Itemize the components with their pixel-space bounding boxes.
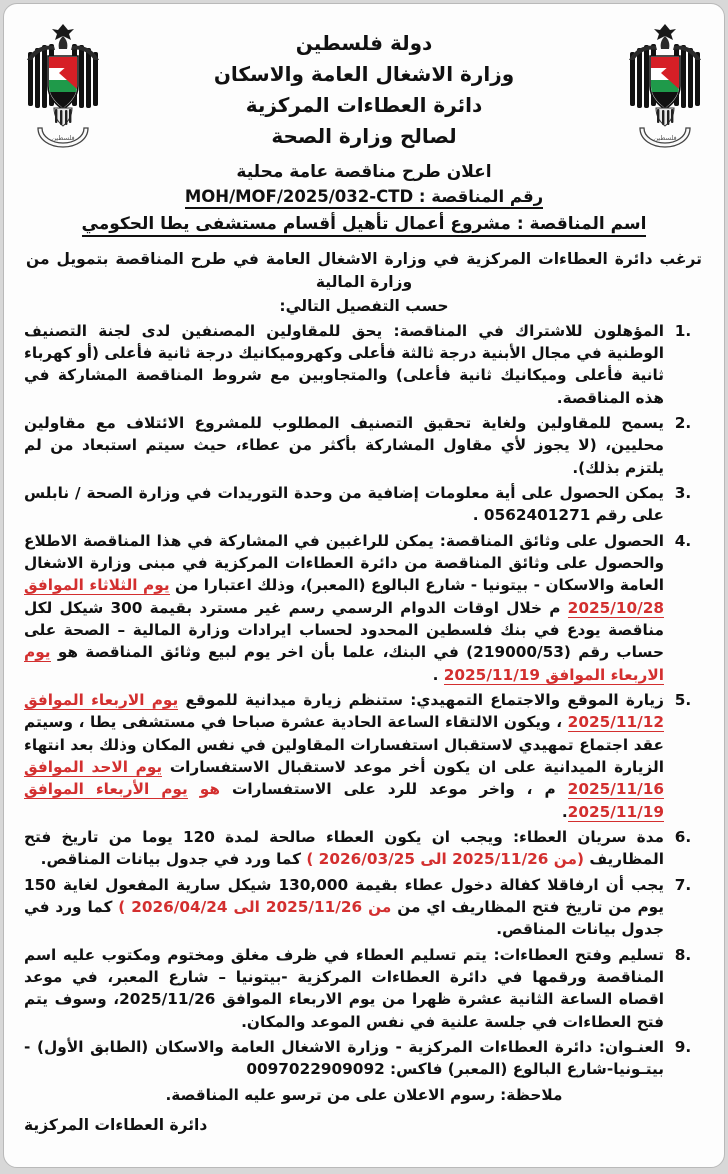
svg-text:فلسطين: فلسطين (653, 134, 677, 142)
list-item-9 (24, 1036, 704, 1081)
item-4-text-part-2: م خلال اوقات الدوام الرسمي رسم غير مسترد بقيمة 300 شيكل لكل مناقصة يودع في بنك فلسطين المحدود لحساب ايرادات وزارة المالية – الصحة على حساب رقم (219000/53) في البنك، علما بأن اخر يوم لبيع وثائق المناقصة هو (24, 598, 664, 662)
item-9-text: العنـوان: دائرة العطاءات المركزية - وزارة الاشغال العامة والاسكان (الطابق الأول) - بيتـونيا-شارع البالوع (المعبر) فاكس: 0097022909092 (24, 1037, 664, 1079)
item-4-text-part-1: الحصول على وثائق المناقصة: يمكن للراغبين في المشاركة في هذا المناقصة الاطلاع والحصول على وثائق المناقصة من دائرة العطاءات المركزية في مبنى وزارة الاشغال العامة والاسكان - بيتونيا - شارع البالوع (المعبر)، وذلك اعتبارا من (24, 531, 664, 595)
item-7-text-part-2: كما ورد في جدول بيانات المناقص. (24, 897, 664, 939)
tender-name-line: اسم المناقصة : مشروع أعمال تأهيل أقسام مستشفى يطا الحكومي (82, 214, 647, 237)
item-1-text: المؤهلون للاشتراك في المناقصة: يحق للمقاولين المصنفين لدى لجنة التصنيف الوطنية في مجال الأبنية درجة ثالثة فأعلى وكهروميكانيك درجة ثانية فأعلى (أو كهرباء ثانية فأعلى وميكانيك ثانية فأعلى) والمتجاوبين مع شروط المناقصة المشاركة في هذه المناقصة. (24, 321, 664, 407)
tender-conditions-list (24, 320, 704, 1081)
item-5-emphasis: هو (199, 780, 220, 799)
item-7-bond-range: من 2025/11/26 الى 2026/04/24 ) (118, 897, 392, 916)
tender-announcement-page (3, 3, 725, 1168)
list-item-7 (24, 874, 704, 941)
announcement-note: ملاحظة: رسوم الاعلان على من ترسو عليه المناقصة. (165, 1085, 563, 1104)
header-title-line-4: لصالح وزارة الصحة (271, 124, 457, 148)
intro-paragraph (26, 248, 702, 318)
list-item-6 (24, 826, 704, 871)
item-4-date-document-sale-end: يوم الاربعاء الموافق 2025/11/19 (24, 643, 664, 684)
list-item-3 (24, 482, 704, 527)
item-7-text-part-1: يجب أن ارفاقلا كفالة دخول عطاء بقيمة 130,000 شيكل سارية المفعول لغاية 150 يوم من تاريخ فتح المظاريف اي من (24, 875, 664, 916)
item-5-date-site-visit: يوم الاربعاء الموافق 2025/11/12 (24, 691, 664, 732)
tender-number-line: رقم المناقصة : MOH/MOF/2025/032-CTD (185, 187, 543, 209)
item-2-text: يسمح للمقاولين ولغاية تحقيق التصنيف المطلوب للمشروع الائتلاف مع مقاولين محليين، (لا يجوز لأي مقاول المشاركة بأكثر من عطاء، حيث سيتم استبعاد من لم يلتزم بذلك). (24, 414, 664, 477)
svg-text:فلسطين: فلسطين (51, 134, 75, 142)
item-6-text-part-2: كما ورد في جدول بيانات المناقص. (40, 850, 307, 869)
item-5-date-reply-deadline: يوم الأربعاء الموافق 2025/11/19 (24, 780, 664, 821)
header-title-line-3: دائرة العطاءات المركزية (245, 93, 483, 117)
header-title-block (102, 16, 626, 152)
item-5-text-part-1: زيارة الموقع والاجتماع التمهيدي: ستنظم زيارة ميدانية للموقع (178, 691, 664, 709)
palestinian-coat-of-arms-icon-left (24, 16, 102, 156)
item-5-text-part-3: م ، واخر موعد للرد على الاستفسارات (219, 780, 568, 799)
item-6-text-part-1: مدة سريان العطاء: ويجب ان يكون العطاء صالحة لمدة 120 يوما من تاريخ فتح المظاريف (24, 827, 664, 869)
announcement-heading: اعلان طرح مناقصة عامة محلية (236, 162, 492, 182)
announcement-heading-block (24, 162, 704, 242)
list-item-4 (24, 530, 704, 686)
list-item-1 (24, 320, 704, 409)
item-4-text-part-3: . (432, 665, 444, 684)
header-title-line-1: دولة فلسطين (295, 31, 433, 55)
item-4-date-document-sale-start: يوم الثلاثاء الموافق 2025/10/28 (24, 576, 664, 617)
document-header (24, 16, 704, 166)
palestinian-coat-of-arms-icon-right (626, 16, 704, 156)
item-5-text-part-4: . (561, 802, 568, 821)
intro-line-2: حسب التفصيل التالي: (279, 296, 449, 315)
item-5-text-part-2: ، ويكون الالتقاء الساعة الحادية عشرة صباحا في مستشفى يطا ، وسيتم عقد اجتماع تمهيدي لاستقبال استفسارات المقاولين في نفس المكان وذلك بعد انتهاء الزيارة الميدانية على ان يكون أخر موعد لاستقبال الاستفسارات (24, 713, 664, 776)
signature-department: دائرة العطاءات المركزية (24, 1115, 208, 1134)
list-item-8 (24, 944, 704, 1033)
item-3-text: يمكن الحصول على أية معلومات إضافية من وحدة التوريدات في وزارة الصحة / نابلس على رقم 0562401271 . (24, 484, 664, 525)
intro-line-1: ترغب دائرة العطاءات المركزية في وزارة الاشغال العامة في طرح المناقصة بتمويل من وزارة المالية (26, 250, 702, 292)
list-item-2 (24, 412, 704, 479)
header-title-line-2: وزارة الاشغال العامة والاسكان (213, 62, 515, 86)
list-item-5 (24, 689, 704, 823)
item-6-validity-range: (من 2025/11/26 الى 2026/03/25 ) (306, 850, 585, 869)
item-5-date-inquiries-deadline: يوم الاحد الموافق 2025/11/16 (24, 757, 664, 799)
item-8-text: تسليم وفتح العطاءات: يتم تسليم العطاء في ظرف مغلق ومختوم ومكتوب عليه اسم المناقصة ورقمها في دائرة العطاءات المركزية -بيتونيا – شارع المعبر، في موعد اقصاه الساعة الثانية عشرة ظهرا من يوم الاربعاء الموافق 2025/11/26، وسوف يتم فتح العطاءات في جلسة علنية في نفس الموعد والمكان. (24, 945, 664, 1031)
